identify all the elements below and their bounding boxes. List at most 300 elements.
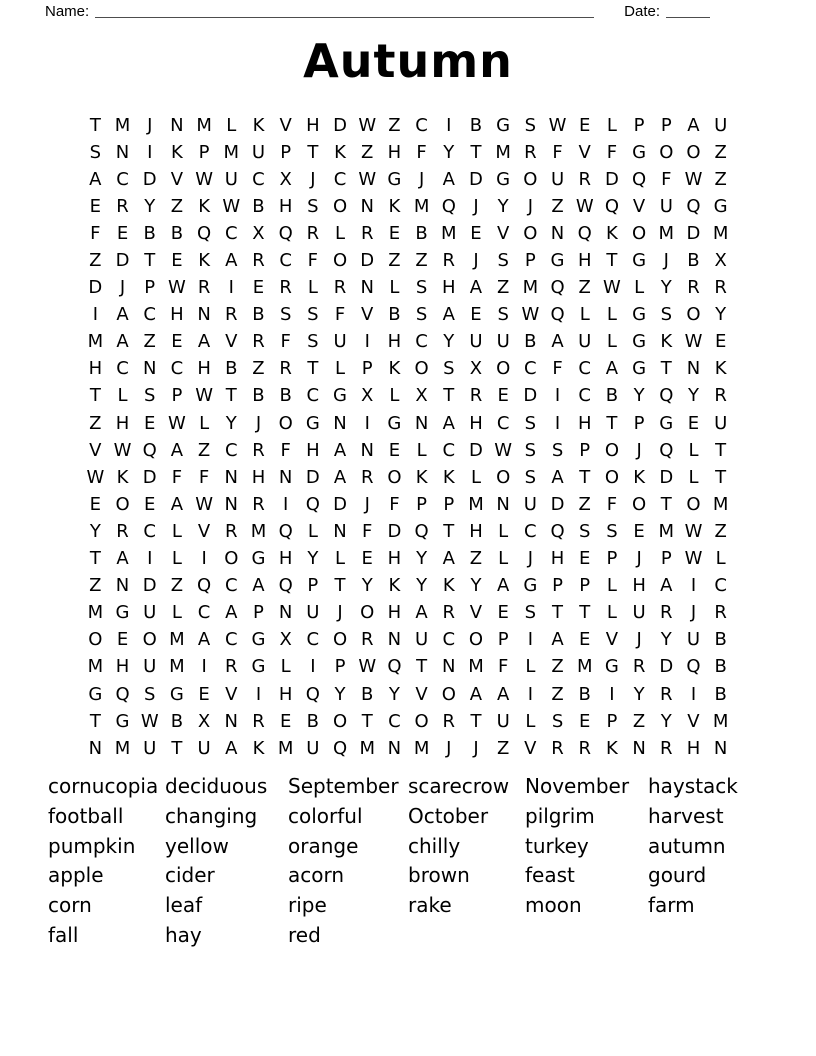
grid-letter: B	[469, 114, 483, 136]
grid-letter: I	[283, 493, 289, 515]
grid-letter: T	[660, 493, 672, 515]
grid-letter: L	[715, 548, 726, 570]
grid-letter: F	[307, 250, 319, 272]
grid-letter: W	[140, 710, 159, 732]
grid-letter: P	[579, 575, 591, 597]
grid-letter: A	[197, 629, 211, 651]
grid-letter: Y	[660, 710, 672, 732]
grid-letter: L	[280, 656, 291, 678]
grid-letter: Z	[496, 737, 510, 759]
grid-letter: H	[686, 737, 701, 759]
grid-letter: Q	[332, 737, 348, 759]
grid-letter: W	[222, 195, 241, 217]
grid-letter: I	[201, 656, 207, 678]
grid-letter: D	[604, 168, 619, 190]
grid-letter: C	[578, 385, 591, 407]
grid-letter: F	[606, 493, 618, 515]
grid-letter: W	[684, 520, 703, 542]
grid-letter: M	[712, 493, 729, 515]
grid-letter: Z	[252, 358, 265, 380]
grid-letter: W	[195, 385, 213, 407]
grid-letter: A	[442, 548, 455, 570]
grid-letter: B	[252, 304, 265, 326]
grid-letter: Y	[416, 548, 428, 570]
grid-letter: L	[688, 439, 699, 461]
grid-letter: D	[115, 250, 130, 272]
grid-letter: G	[496, 168, 511, 190]
grid-letter: Z	[170, 575, 184, 597]
grid-letter: C	[442, 629, 456, 651]
grid-letter: B	[524, 331, 537, 353]
grid-letter: T	[660, 358, 672, 380]
grid-letter: A	[496, 575, 510, 597]
grid-letter: B	[279, 385, 292, 407]
grid-letter: Z	[469, 548, 483, 570]
grid-letter: O	[414, 358, 429, 380]
word-list-item: corn	[48, 893, 92, 918]
date-label: Date:	[624, 3, 660, 20]
grid-letter: O	[686, 493, 701, 515]
grid-letter: Q	[550, 277, 565, 299]
grid-letter: U	[469, 331, 483, 353]
grid-letter: F	[280, 439, 291, 461]
grid-letter: G	[251, 629, 266, 651]
grid-letter: E	[198, 683, 210, 705]
grid-letter: R	[687, 277, 700, 299]
grid-letter: I	[554, 412, 561, 434]
grid-letter: H	[88, 358, 103, 380]
grid-letter: Z	[89, 250, 102, 272]
grid-letter: O	[523, 222, 538, 244]
grid-letter: R	[279, 358, 292, 380]
grid-letter: M	[196, 114, 212, 136]
grid-letter: P	[660, 548, 672, 570]
grid-letter: Q	[197, 222, 212, 244]
word-list-item: cider	[165, 863, 215, 888]
grid-letter: M	[413, 737, 430, 759]
grid-letter: Q	[686, 195, 701, 217]
grid-letter: G	[88, 683, 103, 705]
grid-letter: W	[168, 412, 186, 434]
grid-letter: C	[415, 331, 428, 353]
word-list-item: October	[408, 803, 489, 828]
grid-letter: M	[87, 602, 104, 624]
grid-letter: L	[498, 520, 509, 542]
grid-letter: N	[360, 439, 374, 461]
grid-letter: N	[360, 277, 374, 299]
grid-letter: H	[577, 250, 592, 272]
grid-letter: L	[525, 710, 536, 732]
grid-letter: W	[168, 277, 186, 299]
grid-letter: Z	[496, 277, 510, 299]
date-fill-line[interactable]	[666, 2, 710, 18]
grid-letter: Q	[387, 656, 402, 678]
grid-letter: P	[660, 114, 672, 136]
word-list-item: September	[288, 774, 399, 798]
grid-letter: N	[360, 195, 374, 217]
grid-letter: Y	[334, 683, 346, 705]
grid-letter: I	[147, 141, 153, 163]
grid-letter: I	[690, 683, 697, 705]
grid-letter: A	[442, 168, 455, 190]
grid-letter: O	[523, 168, 538, 190]
grid-letter: F	[280, 331, 291, 353]
grid-letter: G	[251, 548, 266, 570]
grid-letter: B	[388, 304, 401, 326]
word-list-column	[408, 772, 525, 951]
grid-letter: R	[660, 602, 673, 624]
grid-letter: H	[632, 575, 646, 597]
grid-letter: C	[524, 520, 537, 542]
grid-letter: G	[523, 575, 538, 597]
word-list-item: colorful	[288, 803, 363, 828]
grid-letter: U	[306, 602, 320, 624]
grid-letter: J	[473, 250, 479, 272]
grid-letter: U	[415, 629, 429, 651]
grid-letter: Q	[550, 304, 565, 326]
word-list-item: deciduous	[165, 774, 268, 798]
grid-letter: R	[360, 629, 374, 651]
grid-letter: H	[442, 277, 456, 299]
grid-letter: Z	[551, 195, 564, 217]
grid-letter: Y	[443, 331, 455, 353]
grid-letter: W	[358, 114, 377, 136]
grid-letter: J	[663, 250, 669, 272]
grid-letter: M	[114, 114, 131, 136]
grid-letter: H	[469, 412, 483, 434]
grid-letter: E	[252, 277, 265, 299]
grid-letter: E	[579, 629, 591, 651]
grid-letter: Q	[632, 168, 647, 190]
grid-letter: J	[147, 114, 153, 136]
grid-letter: H	[170, 304, 184, 326]
grid-letter: K	[388, 575, 401, 597]
grid-letter: B	[578, 683, 591, 705]
grid-letter: M	[359, 737, 375, 759]
grid-letter: O	[115, 493, 130, 515]
grid-letter: M	[712, 222, 729, 244]
grid-letter: Z	[714, 520, 727, 542]
grid-letter: C	[116, 168, 129, 190]
grid-letter: D	[387, 520, 402, 542]
grid-letter: A	[116, 331, 129, 353]
grid-letter: G	[115, 602, 130, 624]
grid-letter: I	[609, 683, 615, 705]
grid-letter: C	[714, 575, 727, 597]
grid-letter: U	[333, 331, 347, 353]
grid-letter: W	[113, 439, 132, 461]
grid-letter: L	[470, 466, 481, 488]
grid-letter: A	[170, 493, 184, 515]
grid-letter: T	[361, 710, 373, 732]
word-list-item: pumpkin	[48, 833, 136, 858]
grid-letter: P	[443, 493, 455, 515]
grid-letter: X	[279, 168, 292, 190]
grid-letter: T	[579, 466, 591, 488]
grid-letter: H	[387, 141, 402, 163]
word-list-item: pilgrim	[525, 803, 595, 828]
grid-letter: U	[143, 602, 157, 624]
grid-letter: K	[442, 466, 455, 488]
grid-letter: O	[496, 358, 511, 380]
grid-letter: E	[144, 412, 156, 434]
grid-letter: N	[88, 737, 103, 759]
grid-letter: L	[498, 548, 509, 570]
grid-letter: P	[253, 602, 264, 624]
grid-letter: V	[469, 602, 483, 624]
grid-letter: A	[687, 114, 700, 136]
word-list-item: chilly	[408, 833, 461, 858]
grid-letter: R	[225, 304, 238, 326]
grid-letter: D	[88, 277, 103, 299]
grid-letter: W	[684, 548, 703, 570]
grid-letter: P	[606, 548, 618, 570]
grid-letter: B	[170, 222, 184, 244]
grid-letter: U	[550, 168, 565, 190]
grid-letter: H	[278, 195, 293, 217]
grid-letter: L	[199, 412, 210, 434]
grid-letter: S	[497, 304, 509, 326]
grid-letter: K	[660, 331, 673, 353]
grid-letter: E	[171, 250, 183, 272]
name-fill-line[interactable]	[95, 2, 594, 18]
grid-letter: L	[606, 602, 617, 624]
grid-letter: O	[332, 250, 348, 272]
grid-letter: M	[250, 520, 267, 542]
grid-letter: N	[686, 358, 701, 380]
grid-letter: F	[90, 222, 101, 244]
grid-letter: O	[632, 493, 647, 515]
grid-letter: W	[684, 331, 703, 353]
grid-letter: K	[252, 114, 265, 136]
grid-letter: O	[142, 629, 157, 651]
grid-letter: J	[255, 412, 262, 434]
grid-letter: Z	[578, 277, 591, 299]
grid-letter: D	[333, 493, 347, 515]
grid-letter: D	[305, 466, 320, 488]
grid-letter: E	[279, 710, 292, 732]
grid-letter: M	[576, 656, 593, 678]
grid-letter: F	[497, 656, 509, 678]
grid-letter: Q	[659, 385, 674, 407]
grid-letter: R	[197, 277, 211, 299]
grid-letter: H	[387, 548, 402, 570]
grid-letter: U	[306, 737, 320, 759]
grid-letter: A	[415, 602, 428, 624]
grid-letter: S	[660, 304, 672, 326]
grid-letter: H	[577, 412, 592, 434]
grid-letter: K	[633, 466, 645, 488]
grid-letter: C	[224, 222, 238, 244]
grid-letter: Z	[551, 656, 564, 678]
grid-letter: H	[115, 656, 130, 678]
grid-letter: X	[279, 629, 292, 651]
grid-letter: B	[252, 195, 265, 217]
grid-letter: Q	[414, 520, 429, 542]
grid-letter: S	[606, 520, 618, 542]
grid-letter: S	[307, 331, 319, 353]
grid-letter: Y	[660, 629, 672, 651]
grid-letter: E	[171, 331, 183, 353]
grid-letter: K	[334, 141, 346, 163]
grid-letter: H	[278, 683, 293, 705]
grid-letter: I	[310, 656, 316, 678]
grid-letter: Q	[441, 195, 456, 217]
grid-letter: A	[225, 737, 238, 759]
grid-letter: R	[333, 277, 347, 299]
grid-letter: O	[88, 629, 103, 651]
grid-letter: N	[387, 629, 402, 651]
grid-letter: H	[387, 331, 402, 353]
grid-letter: Q	[278, 575, 293, 597]
grid-letter: Z	[714, 168, 727, 190]
grid-letter: J	[473, 737, 479, 759]
word-list-item: scarecrow	[408, 774, 510, 798]
grid-letter: P	[334, 656, 346, 678]
grid-letter: R	[252, 331, 265, 353]
grid-letter: C	[388, 710, 401, 732]
grid-letter: A	[469, 683, 483, 705]
grid-letter: Z	[632, 710, 646, 732]
grid-letter: Z	[714, 141, 727, 163]
grid-letter: S	[89, 141, 102, 163]
grid-letter: T	[416, 656, 428, 678]
grid-letter: M	[441, 222, 457, 244]
grid-letter: C	[197, 602, 211, 624]
grid-letter: H	[251, 466, 266, 488]
grid-letter: Y	[307, 548, 319, 570]
grid-letter: D	[659, 466, 674, 488]
grid-letter: T	[334, 575, 346, 597]
grid-letter: D	[659, 656, 674, 678]
grid-letter: X	[469, 358, 483, 380]
grid-letter: P	[198, 141, 210, 163]
grid-letter: C	[143, 520, 156, 542]
grid-letter: M	[114, 737, 131, 759]
grid-letter: A	[197, 331, 211, 353]
grid-letter: R	[714, 277, 727, 299]
grid-letter: N	[442, 656, 456, 678]
grid-letter: A	[496, 683, 510, 705]
grid-letter: L	[606, 331, 617, 353]
grid-letter: V	[279, 114, 292, 136]
grid-letter: P	[171, 385, 183, 407]
grid-letter: V	[89, 439, 102, 461]
word-list-item: football	[48, 803, 124, 828]
grid-letter: G	[496, 114, 511, 136]
grid-letter: B	[361, 683, 374, 705]
grid-letter: K	[171, 141, 183, 163]
grid-letter: J	[310, 168, 316, 190]
grid-letter: L	[416, 439, 427, 461]
grid-letter: O	[414, 710, 429, 732]
grid-letter: P	[524, 250, 536, 272]
grid-letter: E	[116, 222, 129, 244]
grid-letter: D	[142, 466, 157, 488]
grid-letter: R	[252, 439, 265, 461]
grid-letter: U	[686, 629, 701, 651]
grid-letter: K	[388, 195, 401, 217]
grid-letter: A	[252, 575, 265, 597]
word-list-item: autumn	[648, 833, 726, 858]
grid-letter: U	[251, 141, 266, 163]
grid-letter: G	[632, 358, 647, 380]
grid-letter: C	[442, 439, 456, 461]
grid-letter: E	[388, 439, 401, 461]
grid-letter: R	[578, 168, 591, 190]
grid-letter: A	[551, 466, 564, 488]
grid-letter: K	[198, 195, 210, 217]
word-list-item: fall	[48, 922, 79, 947]
grid-letter: B	[170, 710, 184, 732]
grid-letter: D	[523, 385, 538, 407]
grid-letter: I	[554, 385, 561, 407]
grid-letter: N	[224, 493, 239, 515]
grid-letter: B	[225, 358, 238, 380]
grid-letter: G	[550, 250, 565, 272]
grid-letter: E	[470, 222, 482, 244]
grid-letter: L	[171, 548, 182, 570]
grid-letter: I	[364, 412, 370, 434]
grid-letter: E	[144, 493, 156, 515]
grid-letter: C	[415, 114, 428, 136]
grid-letter: I	[446, 114, 452, 136]
word-list-item: changing	[165, 803, 258, 828]
grid-letter: M	[223, 141, 240, 163]
grid-letter: S	[279, 304, 292, 326]
grid-letter: G	[713, 195, 728, 217]
word-list-item: rake	[408, 893, 452, 918]
grid-letter: Y	[687, 385, 699, 407]
grid-letter: W	[358, 168, 377, 190]
grid-letter: K	[198, 250, 210, 272]
grid-letter: N	[333, 520, 347, 542]
word-list-item: feast	[525, 863, 575, 888]
grid-letter: K	[415, 466, 428, 488]
grid-letter: R	[252, 493, 265, 515]
grid-letter: J	[690, 602, 697, 624]
grid-letter: O	[441, 683, 456, 705]
grid-letter: D	[686, 222, 701, 244]
grid-letter: C	[306, 629, 320, 651]
grid-letter: A	[116, 304, 129, 326]
grid-letter: W	[494, 439, 513, 461]
grid-letter: M	[522, 277, 539, 299]
grid-letter: V	[496, 222, 510, 244]
grid-letter: I	[527, 683, 533, 705]
grid-letter: N	[333, 412, 347, 434]
grid-letter: A	[442, 412, 455, 434]
grid-letter: Q	[686, 656, 701, 678]
grid-letter: M	[712, 710, 729, 732]
grid-letter: V	[524, 737, 537, 759]
word-list-item: brown	[408, 863, 470, 888]
grid-letter: C	[224, 629, 238, 651]
grid-letter: B	[687, 250, 700, 272]
grid-letter: T	[225, 385, 237, 407]
grid-letter: T	[307, 141, 319, 163]
grid-letter: R	[632, 656, 646, 678]
grid-letter: M	[413, 195, 430, 217]
grid-letter: X	[197, 710, 211, 732]
grid-letter: K	[606, 222, 618, 244]
word-list-item: moon	[525, 893, 582, 918]
grid-letter: O	[496, 466, 511, 488]
grid-letter: S	[524, 412, 537, 434]
grid-letter: Z	[361, 141, 374, 163]
grid-letter: X	[714, 250, 727, 272]
grid-letter: D	[142, 575, 157, 597]
